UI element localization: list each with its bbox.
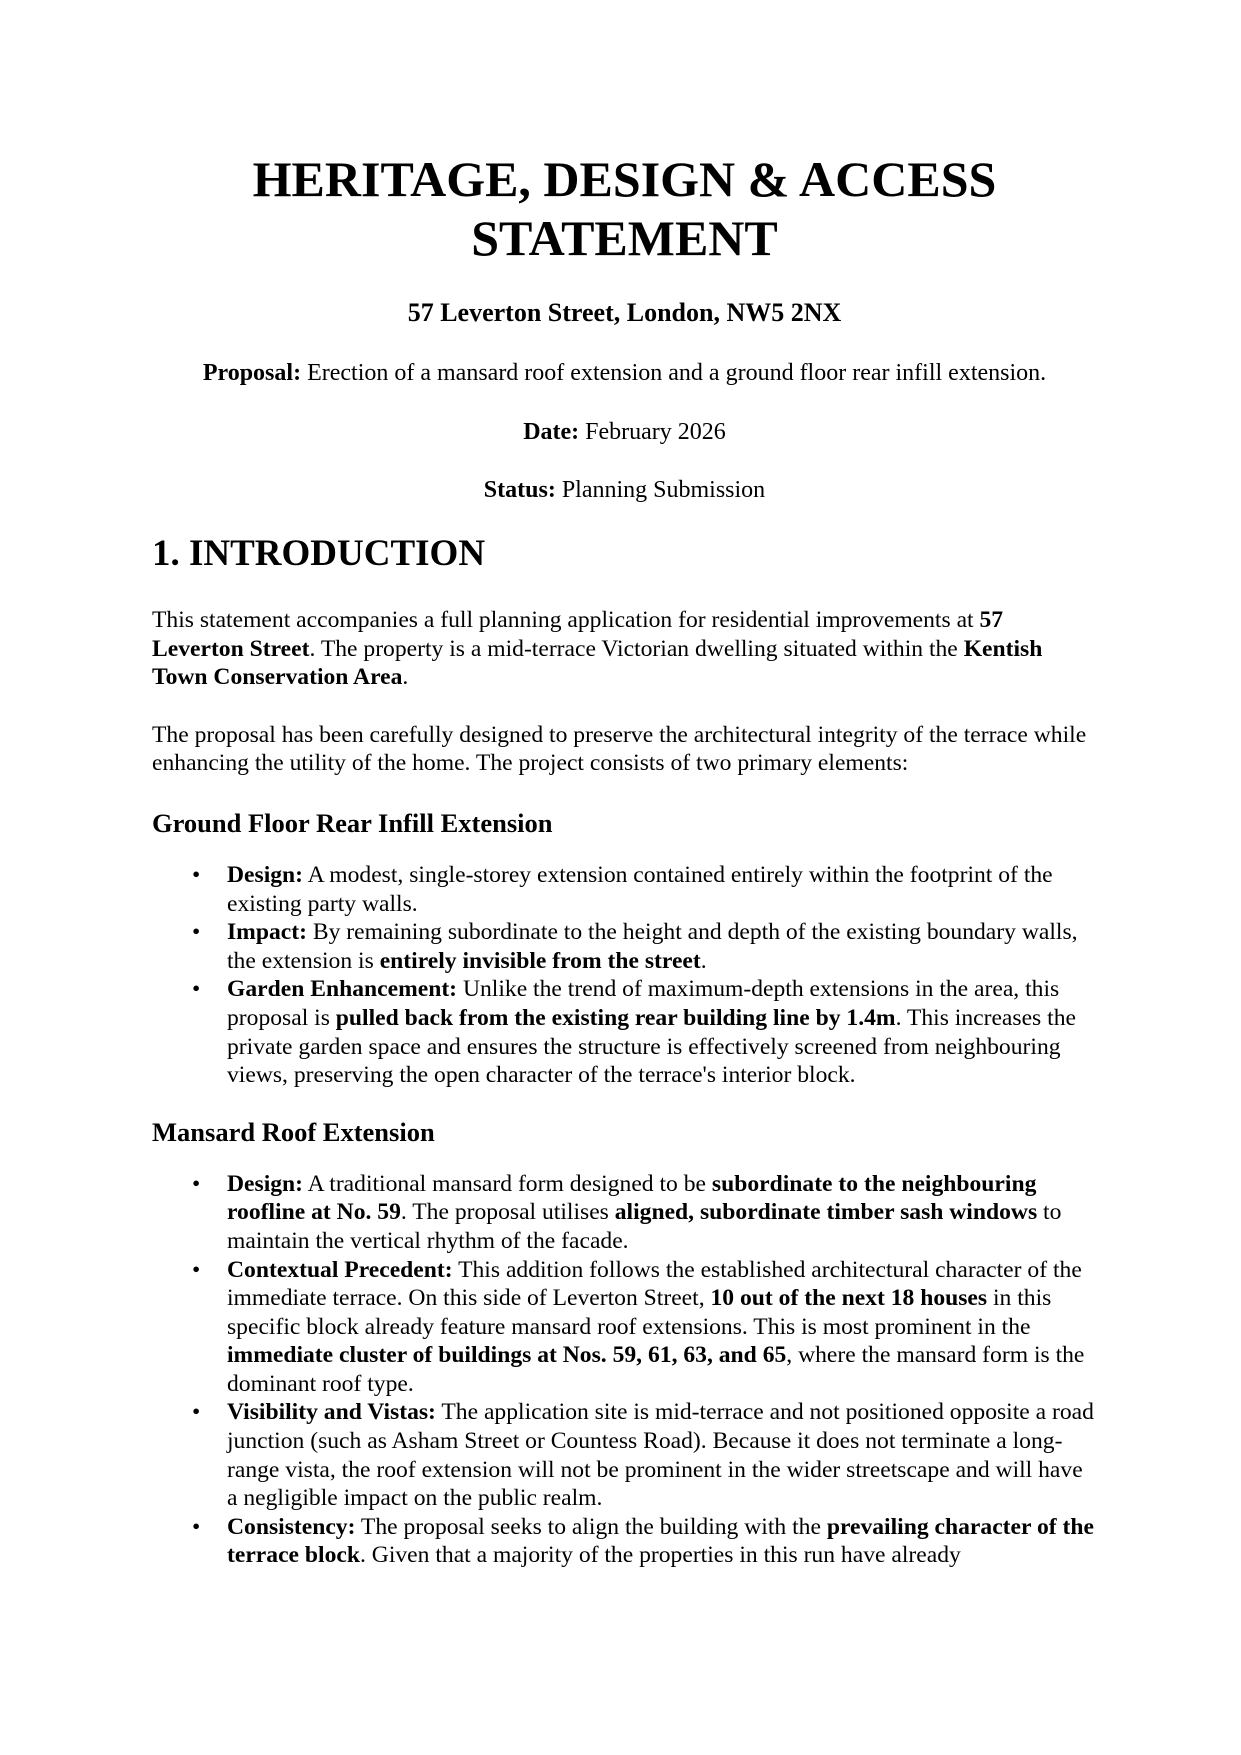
text-run: in this specific block already feature mansard roof extensions. This is most prominent in the: [227, 1285, 1052, 1340]
bold-text: Kentish Town Conservation Area: [152, 635, 1043, 691]
bold-text: Visibility and Vistas:: [227, 1399, 436, 1426]
introduction-body: [152, 606, 1097, 1596]
subsection-heading: Mansard Roof Extension: [152, 1116, 435, 1147]
text-run: This addition follows the established architectural character of the immediate terrace. On this side of Leverton Street,: [227, 1256, 1082, 1312]
bold-text: prevailing character of the terrace block: [227, 1513, 1094, 1569]
document-title: HERITAGE, DESIGN & ACCESS STATEMENT: [252, 151, 997, 266]
bold-text: Garden Enhancement:: [227, 976, 458, 1003]
date-line: [152, 418, 1097, 447]
text-run: .: [700, 947, 707, 974]
text-run: The proposal seeks to align the building with the: [355, 1513, 827, 1540]
text-run: A modest, single-storey extension contained entirely within the footprint of the existing party walls.: [227, 861, 1053, 917]
text-run: . This increases the private garden space and ensures the structure is effectively screened from neighbouring views, preserving the open character of the terrace's interior block.: [227, 1004, 1076, 1089]
bold-text: Consistency:: [227, 1513, 356, 1540]
bold-text: Contextual Precedent:: [227, 1256, 453, 1283]
list-item: [152, 918, 1097, 975]
paragraph: [152, 606, 1097, 692]
bullet-icon: •: [192, 919, 201, 946]
text-run: to maintain the vertical rhythm of the facade.: [227, 1199, 1062, 1254]
bold-text: pulled back from the existing rear building line by 1.4m: [335, 1004, 896, 1031]
text-run: , where the mansard form is the dominant roof type.: [227, 1342, 1085, 1397]
bold-text: subordinate to the neighbouring roofline at No. 59: [227, 1170, 1037, 1226]
list-item: [152, 861, 1097, 918]
text-run: The proposal has been carefully designed to preserve the architectural integrity of the terrace while enhancing the utility of the home. The project consists of two primary elements:: [152, 721, 1087, 777]
list-item: [152, 1398, 1097, 1512]
bold-text: entirely invisible from the street: [379, 947, 701, 974]
bold-text: Design:: [227, 861, 304, 888]
text-run: This statement accompanies a full planning application for residential improvements at: [152, 607, 980, 633]
text-run: . Given that a majority of the properties in this run have already: [359, 1542, 961, 1569]
date-value: February 2026: [579, 419, 726, 445]
bullet-icon: •: [192, 976, 201, 1003]
paragraph: [152, 721, 1097, 778]
bullet-list: [152, 1170, 1097, 1570]
bold-text: Impact:: [227, 919, 307, 946]
proposal-label: Proposal:: [202, 360, 302, 386]
bold-text: Design:: [227, 1170, 304, 1197]
section-heading-introduction: 1. INTRODUCTION: [152, 533, 486, 574]
text-run: The application site is mid-terrace and not positioned opposite a road junction (such as Asham Street or Countess Road). Because it does not terminate a long-range vista, the roof extension will not be prominent in the wider streetscape and will have a negligible impact on the public realm.: [227, 1399, 1094, 1512]
text-run: .: [402, 664, 409, 691]
text-run: . The proposal utilises: [400, 1199, 615, 1226]
proposal-value: Erection of a mansard roof extension and a ground floor rear infill extension.: [301, 360, 1047, 386]
bullet-icon: •: [192, 1170, 201, 1197]
bullet-icon: •: [192, 861, 201, 888]
text-run: . The property is a mid-terrace Victorian dwelling situated within the: [309, 635, 964, 662]
bold-text: 10 out of the next 18 houses: [710, 1285, 988, 1312]
bold-text: 57 Leverton Street: [152, 607, 1004, 662]
bold-text: immediate cluster of buildings at Nos. 59, 61, 63, and 65: [227, 1342, 787, 1369]
bullet-icon: •: [192, 1513, 201, 1540]
subsection-heading: Ground Floor Rear Infill Extension: [152, 807, 553, 838]
bold-text: aligned, subordinate timber sash windows: [614, 1199, 1038, 1226]
text-run: Unlike the trend of maximum-depth extensions in the area, this proposal is: [227, 976, 1060, 1031]
list-item: [152, 1170, 1097, 1256]
bullet-icon: •: [192, 1399, 201, 1426]
text-run: A traditional mansard form designed to be: [303, 1170, 712, 1197]
list-item: [152, 1513, 1097, 1570]
date-label: Date:: [523, 419, 580, 445]
text-run: By remaining subordinate to the height and depth of the existing boundary walls, the extension is: [227, 919, 1078, 974]
status-value: Planning Submission: [555, 477, 766, 503]
status-line: [152, 476, 1097, 505]
bullet-list: [152, 861, 1097, 1090]
site-address: 57 Leverton Street, London, NW5 2NX: [407, 298, 842, 327]
bullet-icon: •: [192, 1256, 201, 1283]
proposal-line: [152, 359, 1097, 388]
list-item: [152, 1256, 1097, 1399]
status-label: Status:: [483, 477, 556, 503]
list-item: [152, 975, 1097, 1089]
